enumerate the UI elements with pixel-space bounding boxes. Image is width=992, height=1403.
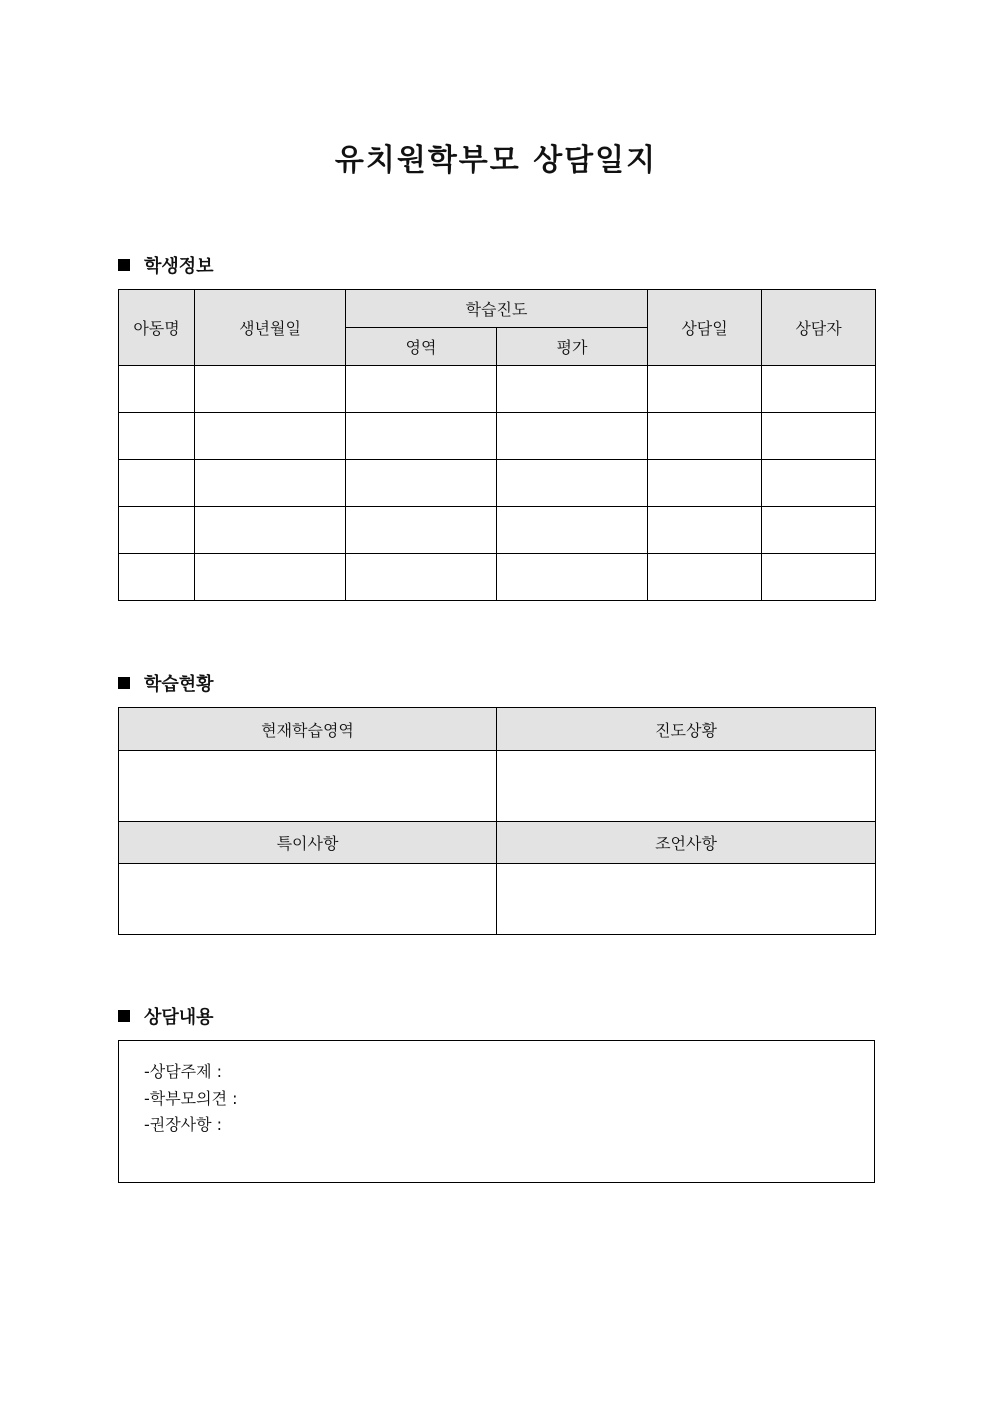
section-title: 학습현황 xyxy=(144,674,214,695)
cell-birth-date[interactable] xyxy=(195,366,346,413)
header-counselor: 상담자 xyxy=(762,290,876,366)
counseling-notes-box[interactable] xyxy=(118,1040,875,1183)
cell-evaluation[interactable] xyxy=(497,460,648,507)
section-heading-learning-status xyxy=(118,670,214,696)
cell-counsel-date[interactable] xyxy=(648,460,762,507)
header-progress-status: 진도상황 xyxy=(497,708,876,751)
header-learning-progress: 학습진도 xyxy=(346,290,648,328)
table-row xyxy=(119,413,876,460)
square-bullet-icon xyxy=(118,677,130,689)
section-heading-student-info xyxy=(118,252,214,278)
cell-counselor[interactable] xyxy=(762,366,876,413)
section-heading-counseling xyxy=(118,1003,214,1029)
cell-child-name[interactable] xyxy=(119,507,195,554)
header-area: 영역 xyxy=(346,328,497,366)
cell-area[interactable] xyxy=(346,413,497,460)
header-advice: 조언사항 xyxy=(497,822,876,864)
parent-opinion-line: -학부모의견 : xyxy=(144,1089,238,1108)
header-child-name: 아동명 xyxy=(119,290,195,366)
header-special-notes: 특이사항 xyxy=(119,822,497,864)
table-row xyxy=(119,460,876,507)
cell-counselor[interactable] xyxy=(762,460,876,507)
cell-special-notes[interactable] xyxy=(119,864,497,935)
table-row xyxy=(119,554,876,601)
document-title: 유치원학부모 상담일지 xyxy=(334,143,658,178)
table-row xyxy=(119,507,876,554)
cell-advice[interactable] xyxy=(497,864,876,935)
cell-birth-date[interactable] xyxy=(195,554,346,601)
cell-birth-date[interactable] xyxy=(195,507,346,554)
table-row xyxy=(119,366,876,413)
cell-child-name[interactable] xyxy=(119,554,195,601)
header-evaluation: 평가 xyxy=(497,328,648,366)
learning-status-table xyxy=(118,707,876,935)
cell-birth-date[interactable] xyxy=(195,460,346,507)
cell-progress-status[interactable] xyxy=(497,751,876,822)
cell-counselor[interactable] xyxy=(762,507,876,554)
cell-evaluation[interactable] xyxy=(497,507,648,554)
section-title: 상담내용 xyxy=(144,1007,214,1028)
cell-evaluation[interactable] xyxy=(497,554,648,601)
cell-birth-date[interactable] xyxy=(195,413,346,460)
recommendation-line: -권장사항 : xyxy=(144,1115,223,1134)
cell-current-area[interactable] xyxy=(119,751,497,822)
cell-counselor[interactable] xyxy=(762,554,876,601)
cell-evaluation[interactable] xyxy=(497,366,648,413)
section-title: 학생정보 xyxy=(144,256,214,277)
square-bullet-icon xyxy=(118,259,130,271)
header-counsel-date: 상담일 xyxy=(648,290,762,366)
cell-counsel-date[interactable] xyxy=(648,554,762,601)
student-info-table xyxy=(118,289,876,601)
cell-child-name[interactable] xyxy=(119,366,195,413)
cell-counsel-date[interactable] xyxy=(648,507,762,554)
cell-area[interactable] xyxy=(346,507,497,554)
counseling-topic-line: -상담주제 : xyxy=(144,1062,223,1081)
cell-child-name[interactable] xyxy=(119,460,195,507)
cell-evaluation[interactable] xyxy=(497,413,648,460)
cell-area[interactable] xyxy=(346,460,497,507)
header-current-area: 현재학습영역 xyxy=(119,708,497,751)
square-bullet-icon xyxy=(118,1010,130,1022)
cell-area[interactable] xyxy=(346,554,497,601)
header-birth-date: 생년월일 xyxy=(195,290,346,366)
cell-counsel-date[interactable] xyxy=(648,413,762,460)
cell-counsel-date[interactable] xyxy=(648,366,762,413)
cell-child-name[interactable] xyxy=(119,413,195,460)
cell-counselor[interactable] xyxy=(762,413,876,460)
cell-area[interactable] xyxy=(346,366,497,413)
